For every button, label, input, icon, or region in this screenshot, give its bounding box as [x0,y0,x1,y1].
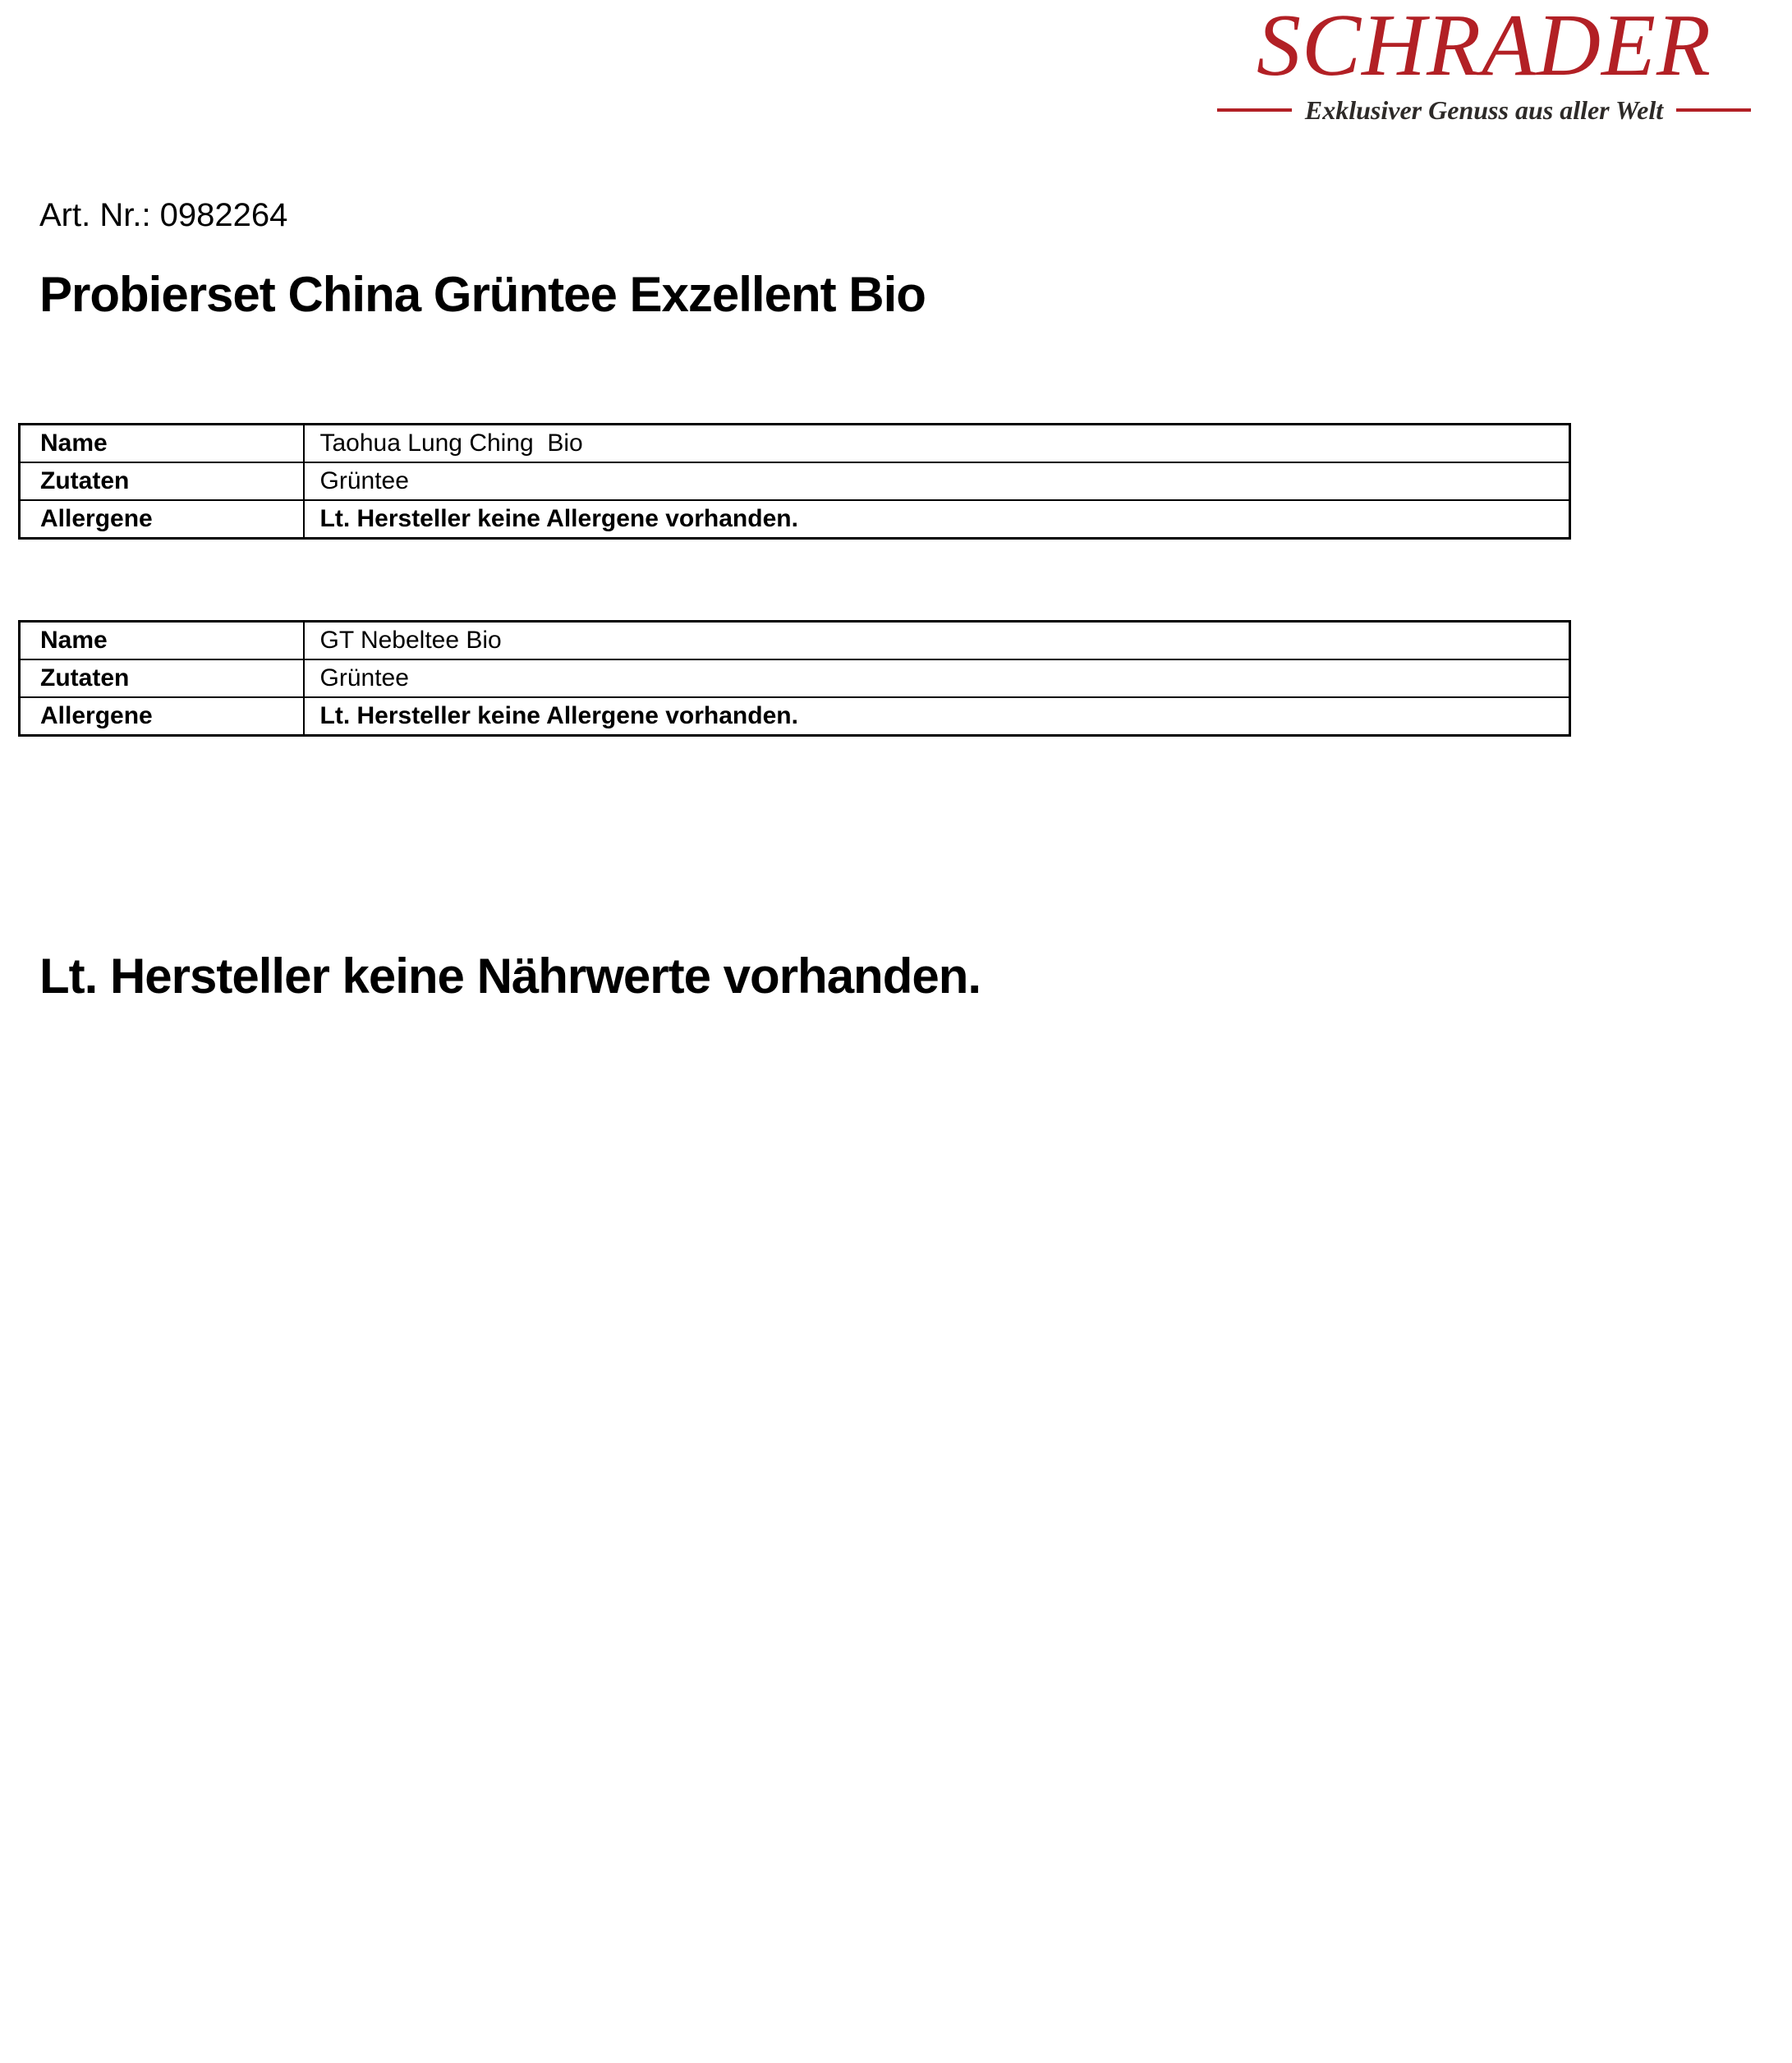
table-row [20,697,1570,736]
row-value-zutaten: Grüntee [304,659,1570,697]
row-value-allergene: Lt. Hersteller keine Allergene vorhanden. [304,697,1570,736]
row-value-zutaten: Grüntee [304,462,1570,500]
nutrition-note: Lt. Hersteller keine Nährwerte vorhanden. [39,949,981,1004]
row-value-name: Taohua Lung Ching Bio [304,425,1570,463]
page-title: Probierset China Grüntee Exzellent Bio [39,267,926,322]
brand-name: SCHRADER [1257,0,1712,94]
row-label-name: Name [20,622,304,660]
row-value-allergene: Lt. Hersteller keine Allergene vorhanden. [304,500,1570,539]
table-row [20,659,1570,697]
brand-tagline-row [1217,95,1751,125]
tagline-rule-right [1676,108,1751,112]
tagline-rule-left [1217,108,1292,112]
article-number: Art. Nr.: 0982264 [39,197,288,233]
product-table-1 [18,423,1571,540]
row-label-zutaten: Zutaten [20,659,304,697]
row-value-name: GT Nebeltee Bio [304,622,1570,660]
table-row [20,622,1570,660]
brand-logo [1217,2,1751,125]
row-label-zutaten: Zutaten [20,462,304,500]
row-label-allergene: Allergene [20,697,304,736]
table-row [20,462,1570,500]
table-row [20,500,1570,539]
product-table-2 [18,620,1571,737]
brand-tagline: Exklusiver Genuss aus aller Welt [1304,94,1664,125]
row-label-allergene: Allergene [20,500,304,539]
table-row [20,425,1570,463]
row-label-name: Name [20,425,304,463]
